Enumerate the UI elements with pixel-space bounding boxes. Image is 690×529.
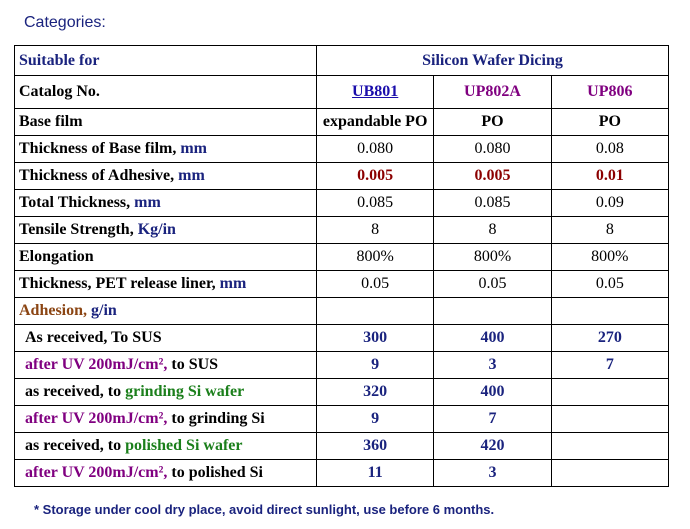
table-cell — [551, 406, 668, 433]
table-cell: 400 — [434, 325, 551, 352]
table-cell: 0.05 — [551, 271, 668, 298]
table-cell: PO — [551, 109, 668, 136]
table-row-adhesion — [15, 406, 669, 433]
row-label — [15, 217, 317, 244]
table-cell: 8 — [434, 217, 551, 244]
table-cell: 360 — [317, 433, 434, 460]
table-cell: 0.05 — [434, 271, 551, 298]
table-row-tensile — [15, 217, 669, 244]
row-label-unit: mm — [219, 275, 247, 292]
section-label-text: Adhesion, — [19, 302, 92, 319]
table-cell: 0.08 — [551, 136, 668, 163]
section-label-unit: g/in — [91, 302, 117, 319]
row-label-unit: mm — [180, 140, 207, 157]
row-label-text: as received, to — [25, 383, 126, 400]
page-heading: Categories: — [24, 14, 106, 31]
row-label-uv: after UV 200mJ/cm², — [25, 356, 168, 373]
row-label-text: Thickness of Base film, — [19, 140, 181, 157]
table-cell: 800% — [317, 244, 434, 271]
table-cell: 0.005 — [434, 163, 551, 190]
row-label-text: Tensile Strength, — [19, 221, 138, 238]
row-label — [15, 379, 317, 406]
row-label-text: Thickness, PET release liner, — [19, 275, 220, 292]
table-cell: 7 — [434, 406, 551, 433]
table-cell: 0.080 — [434, 136, 551, 163]
row-label-highlight: grinding Si wafer — [125, 383, 245, 400]
row-label-text: As received, To SUS — [25, 329, 162, 346]
table-cell: 400 — [434, 379, 551, 406]
table-row-total-thickness — [15, 190, 669, 217]
row-label-target: to SUS — [167, 356, 219, 373]
row-label-uv: after UV 200mJ/cm², — [25, 464, 168, 481]
table-row-suitable — [15, 46, 669, 76]
table-cell: 3 — [434, 460, 551, 487]
table-cell: 800% — [551, 244, 668, 271]
table-row-thickness-adhesive — [15, 163, 669, 190]
catalog-cell-up806: UP806 — [551, 76, 668, 109]
row-label-unit: Kg/in — [137, 221, 176, 238]
table-row-adhesion — [15, 325, 669, 352]
table-cell: 0.085 — [434, 190, 551, 217]
table-row-catalog — [15, 76, 669, 109]
table-cell — [551, 433, 668, 460]
table-cell: expandable PO — [317, 109, 434, 136]
row-label: Base film — [15, 109, 317, 136]
table-row-adhesion — [15, 460, 669, 487]
table-row-base-film — [15, 109, 669, 136]
table-cell: 0.005 — [317, 163, 434, 190]
table-cell — [317, 298, 434, 325]
table-row-thickness-base — [15, 136, 669, 163]
table-row-adhesion — [15, 352, 669, 379]
product-spec-table — [14, 45, 669, 487]
catalog-label: Catalog No. — [15, 76, 317, 109]
table-cell: 270 — [551, 325, 668, 352]
section-label-adhesion — [15, 298, 317, 325]
row-label-unit: mm — [134, 194, 161, 211]
table-cell: 0.01 — [551, 163, 668, 190]
table-cell: 7 — [551, 352, 668, 379]
table-cell — [434, 298, 551, 325]
catalog-cell-up802a: UP802A — [434, 76, 551, 109]
row-label-unit: mm — [178, 167, 205, 184]
table-row-adhesion — [15, 379, 669, 406]
row-label — [15, 460, 317, 487]
catalog-cell-ub801 — [317, 76, 434, 109]
table-cell — [551, 298, 668, 325]
suitable-value: Silicon Wafer Dicing — [317, 46, 669, 76]
table-cell: 0.09 — [551, 190, 668, 217]
row-label: Elongation — [15, 244, 317, 271]
row-label — [15, 136, 317, 163]
table-cell: 0.080 — [317, 136, 434, 163]
row-label — [15, 271, 317, 298]
row-label-text: Total Thickness, — [19, 194, 135, 211]
storage-footnote: * Storage under cool dry place, avoid direct sunlight, use before 6 months. — [34, 502, 495, 517]
table-cell: 3 — [434, 352, 551, 379]
table-cell: 0.085 — [317, 190, 434, 217]
row-label — [15, 190, 317, 217]
table-cell: 420 — [434, 433, 551, 460]
table-cell — [551, 460, 668, 487]
table-row-pet-liner — [15, 271, 669, 298]
table-cell: 9 — [317, 352, 434, 379]
row-label-text: as received, to — [25, 437, 126, 454]
product-link-ub801[interactable]: UB801 — [352, 83, 399, 100]
row-label — [15, 406, 317, 433]
row-label — [15, 325, 317, 352]
table-cell: 300 — [317, 325, 434, 352]
table-row-adhesion — [15, 433, 669, 460]
table-cell: 8 — [317, 217, 434, 244]
table-cell: 800% — [434, 244, 551, 271]
row-label — [15, 433, 317, 460]
table-cell: 11 — [317, 460, 434, 487]
row-label-highlight: polished Si wafer — [125, 437, 243, 454]
table-cell: 320 — [317, 379, 434, 406]
table-cell: 0.05 — [317, 271, 434, 298]
row-label-uv: after UV 200mJ/cm², — [25, 410, 168, 427]
row-label-text: Thickness of Adhesive, — [19, 167, 179, 184]
table-cell — [551, 379, 668, 406]
table-row-adhesion-header — [15, 298, 669, 325]
row-label — [15, 352, 317, 379]
row-label — [15, 163, 317, 190]
table-cell: PO — [434, 109, 551, 136]
table-row-elongation — [15, 244, 669, 271]
row-label-target: to polished Si — [167, 464, 263, 481]
row-label-target: to grinding Si — [167, 410, 265, 427]
table-cell: 8 — [551, 217, 668, 244]
table-cell: 9 — [317, 406, 434, 433]
suitable-label: Suitable for — [15, 46, 317, 76]
